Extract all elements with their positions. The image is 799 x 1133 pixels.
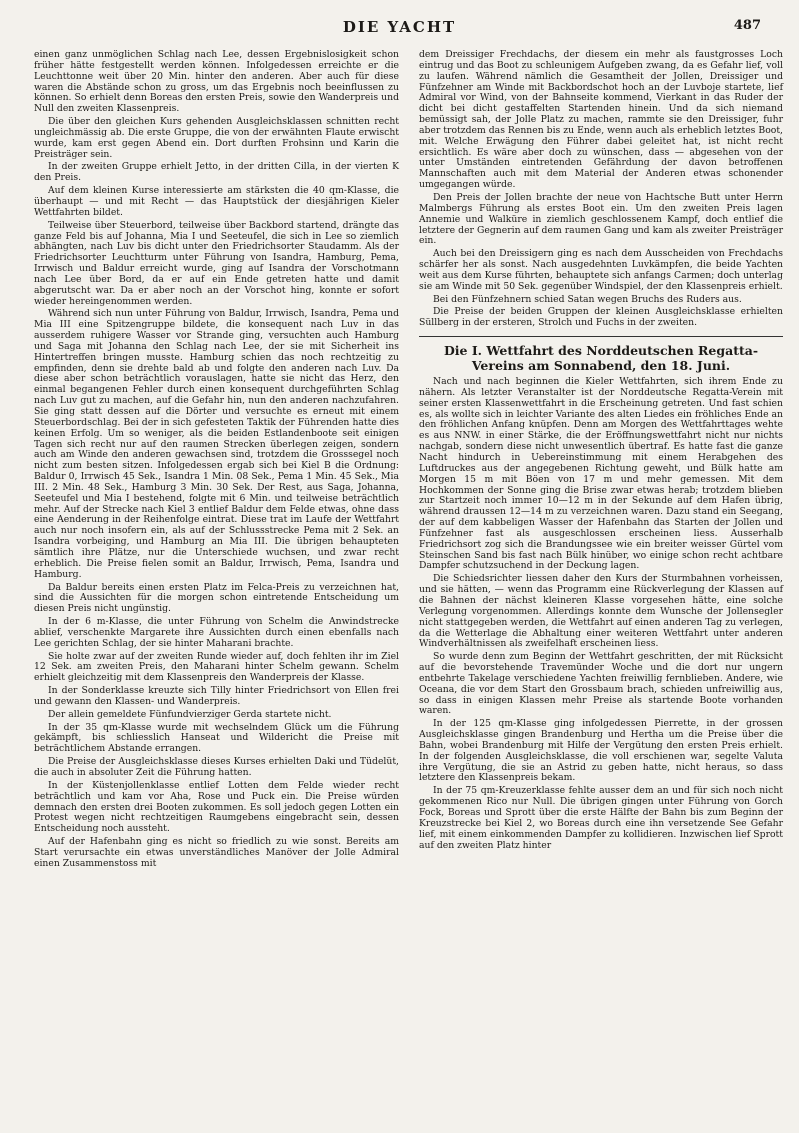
page-header <box>0 18 799 42</box>
paragraph: In der 6 m-Klasse, die unter Führung von Schelm die Anwindstrecke ablief, verschenkte Margarete ihre Aussichten durch einen ebenfalls nach Lee gerichten Schlag, der sie hinter Maharani brachte. <box>34 616 399 649</box>
paragraph: Nach und nach beginnen die Kieler Wettfahrten, sich ihrem Ende zu nähern. Als letzter Veranstalter ist der Norddeutsche Regatta-Verein mit seiner ersten Klassenwettfahrt in die Erscheinung getreten. Und fast schien es, als wollte sich in leichter Variante des alten Liedes ein fröhliches Ende an den fröhlichen Anfang knüpfen. Denn am Morgen des Wettfahrttages wehte es aus NNW. in einer Stärke, die der Eröffnungswettfahrt nicht nur nichts nachgab, sondern diese nicht unwesentlich übertraf. Es hatte fast die ganze Nacht hindurch in Uebereinstimmung mit einem Herabgehen des Luftdruckes aus der angegebenen Richtung geweht, und Bülk hatte am Morgen 15 m mit Böen von 17 m und mehr gemessen. Mit dem Hochkommen der Sonne ging die Brise zwar etwas herab; trotzdem blieben zur Startzeit noch immer 10—12 m in der Sekunde auf dem Hafen übrig, während draussen 12—14 m zu verzeichnen waren. Dazu stand ein Seegang, der auf dem kabbeligen Wasser der Hafenbahn das Starten der Jollen und Fünfzehner fast als ausgeschlossen erscheinen liess. Ausserhalb Friedrichsort zog sich die Brandungssee wie ein breiter weisser Gürtel vom Steinschen Sand bis fast nach Bülk hinüber, wo einige schon recht achtbare Dampfer schutzsuchend in der Deckung lagen. <box>419 376 783 572</box>
right-column-bottom <box>419 377 783 851</box>
paragraph: In der 125 qm-Klasse ging infolgedessen Pierrette, in der grossen Ausgleichsklasse gingen Brandenburg und Hertha um die Preise über die Bahn, wobei Brandenburg mit Hilfe der Vergütung den ersten Preis erhielt. In der folgenden Ausgleichsklasse, die voll erschienen war, segelte Valuta ihre Vergütung, die sie an Astrid zu geben hatte, nicht heraus, so dass letztere den Klassenpreis bekam. <box>419 718 783 784</box>
paragraph: Die Preise der beiden Gruppen der kleinen Ausgleichsklasse erhielten Süllberg in der ersteren, Strolch und Fuchs in der zweiten. <box>419 306 783 329</box>
paragraph: Bei den Fünfzehnern schied Satan wegen Bruchs des Ruders aus. <box>433 293 742 305</box>
paragraph: In der zweiten Gruppe erhielt Jetto, in der dritten Cilla, in der vierten K den Preis. <box>34 161 399 184</box>
paragraph: Auf dem kleinen Kurse interessierte am stärksten die 40 qm-Klasse, die überhaupt — und mit Recht — das Hauptstück der diesjährigen Kieler Wettfahrten bildet. <box>34 185 399 218</box>
paragraph: In der 35 qm-Klasse wurde mit wechselndem Glück um die Führung gekämpft, bis schliesslich Hanseat und Wildericht die Preise mit beträchtlichem Abstande errangen. <box>34 721 399 755</box>
paragraph: So wurde denn zum Beginn der Wettfahrt geschritten, der mit Rücksicht auf die bevorstehende Travemünder Woche und die dort nur ungern entbehrte Takelage verschiedene Yachten freiwillig fernblieben. Andere, wie Oceana, die vor dem Start den Grossbaum brach, schieden unfreiwillig aus, so dass in einigen Klassen mehr Preise als startende Boote vorhanden waren. <box>419 651 783 717</box>
paragraph: In der Küstenjollenklasse entlief Lotten dem Felde wieder recht beträchtlich und kam vor Aha, Rose und Puck ein. Die Preise würden demnach den ersten drei Booten zukommen. Es soll jedoch gegen Lotten ein Protest wegen nicht rechtzeitigen Raumgebens eingebracht sein, dessen Entscheidung noch aussteht. <box>34 779 399 835</box>
paragraph: Sie holte zwar auf der zweiten Runde wieder auf, doch fehlten ihr im Ziel 12 Sek. am zweiten Preis, den Maharani hinter Schelm gewann. Schelm erhielt gleichzeitig mit dem Klassenpreis den Wanderpreis der Klasse. <box>34 650 399 684</box>
paragraph: Während sich nun unter Führung von Baldur, Irrwisch, Isandra, Pema und Mia III eine Spitzengruppe bildete, die konsequent nach Luv in das ausserdem ruhigere Wasser vor Strande ging, versuchten auch Hamburg und Saga mit Johanna den Schlag nach Lee, der sie mit Sicherheit ins Hintertreffen bringen musste. Hamburg schien das noch rechtzeitig zu empfinden, denn sie drehte bald ab und folgte den anderen nach Luv. Da diese aber schon beträchtlich vorauslagen, hatte sie nicht das Herz, den einmal begangenen Fehler durch einen konsequent durchgeführten Schlag nach Luv gut zu machen, auf die Gefahr hin, nun den anderen nachzufahren. Sie ging statt dessen auf die Dörter und versuchte es erneut mit einem Steuerbordschlag. Bei der in sich gefesteten Taktik der Führenden hatte dies keinen Erfolg. Um so weniger, als die beiden Estlandenboote seit einigen Tagen sich recht nur auf den raumen Strecken überlegen zeigen, sondern auch am Winde den anderen gewachsen sind, trotzdem die Grosssegel noch nicht zum besten sitzen. Infolgedessen ergab sich bei Kiel B die Ordnung: Baldur 0, Irrwisch 45 Sek., Isandra 1 Min. 08 Sek., Pema 1 Min. 45 Sek., Mia III. 2 Min. 48 Sek., Hamburg 3 Min. 30 Sek. Der Rest, aus Saga, Johanna, Seeteufel und Mia I bestehend, folgte mit 6 Min. und teilweise beträchtlich mehr. Auf der Strecke nach Kiel 3 entlief Baldur dem Felde etwas, ohne dass eine Aenderung in der Reihenfolge eintrat. Diese trat im Laufe der Wettfahrt auch nur noch insofern ein, als auf der Schlussstrecke Pema mit 2 Sek. an Isandra vorbeiging, und Hamburg an Mia III. Die übrigen behaupteten sämtlich ihre Plätze, nur die Unterschiede wuchsen, und zwar recht erheblich. Die Preise fielen somit an Baldur, Irrwisch, Pema, Isandra und Hamburg. <box>34 308 399 580</box>
page-number: 487 <box>733 18 761 33</box>
left-column <box>34 50 399 870</box>
journal-title: DIE YACHT <box>342 18 457 36</box>
paragraph: Die Schiedsrichter liessen daher den Kurs der Sturmbahnen vorheissen, und sie hätten, — wenn das Programm eine Rückverlegung der Klassen auf die Bahnen der nächst kleineren Klasse vorgesehen hätte, eine solche Verlegung vorgenommen. Allerdings konnte dem Wunsche der Jollensegler nicht stattgegeben werden, die Wettfahrt auf einen anderen Tag zu verlegen, da die Wetterlage die Abhaltung einer weiteren Wettfahrt unter anderen Windverhältnissen als zweifelhaft erscheinen liess. <box>419 573 783 650</box>
paragraph: Teilweise über Steuerbord, teilweise über Backbord startend, drängte das ganze Feld bis auf Johanna, Mia I und Seeteufel, die sich in Lee so ziemlich abhängten, nach Luv bis dicht unter den Friedrichsorter Staudamm. Als der Friedrichsorter Leuchtturm unter Führung von Isandra, Hamburg, Pema, Irrwisch und Baldur erreicht wurde, ging auf Isandra der Vorschotmann nach Lee über Bord, da er auf ein Ende getreten hatte und damit abgerutscht war. Da er aber noch an der Vorschot hing, konnte er sofort wieder hereingenommen werden. <box>34 219 399 307</box>
paragraph: In der 75 qm-Kreuzerklasse fehlte ausser dem an und für sich noch nicht gekommenen Rico nur Null. Die übrigen gingen unter Führung von Gorch Fock, Boreas und Sprott über die erste Hälfte der Bahn bis zum Beginn der Kreuzstrecke bei Kiel 2, wo Boreas durch eine ihn versetzende See Gefahr lief, mit einem einkommenden Dampfer zu kollidieren. Inzwischen lief Sprott auf den zweiten Platz hinter <box>419 785 783 851</box>
paragraph: Auch bei den Dreissigern ging es nach dem Ausscheiden von Frechdachs schärfer her als sonst. Nach ausgedehnten Luvkämpfen, die beide Yachten weit aus dem Kurse führten, behauptete sich anfangs Carmen; doch unterlag sie am Winde mit 50 Sek. gegenüber Windspiel, der den Klassenpreis erhielt. <box>419 248 783 292</box>
paragraph: Den Preis der Jollen brachte der neue von Hachtsche Butt unter Herrn Malmbergs Führung als erstes Boot ein. Um den zweiten Preis lagen Annemie und Walküre in ziemlich geschlossenem Kampf, doch entlief die letztere der Gegnerin auf dem raumen Gang und kam als zweiter Preisträger ein. <box>419 191 783 247</box>
right-column <box>419 50 783 851</box>
paragraph: Auf der Hafenbahn ging es nicht so friedlich zu wie sonst. Bereits am Start verursachte ein etwas unverständliches Manöver der Jolle Admiral einen Zusammenstoss mit <box>34 836 399 869</box>
paragraph: Die über den gleichen Kurs gehenden Ausgleichsklassen schnitten recht ungleichmässig ab. Die erste Gruppe, die von der erwähnten Flaute erwischt wurde, kam erst gegen Abend ein. Dort durften Frohsinn und Karin die Preisträger sein. <box>34 116 399 160</box>
right-column-top <box>419 50 783 329</box>
paragraph: Da Baldur bereits einen ersten Platz im Felca-Preis zu verzeichnen hat, sind die Aussichten für die morgen schon eintretende Entscheidung um diesen Preis nicht ungünstig. <box>34 581 399 615</box>
paragraph: einen ganz unmöglichen Schlag nach Lee, dessen Ergebnislosigkeit schon früher hätte festgestellt werden können. Infolgedessen erreichte er die Leuchttonne weit über 20 Min. hinter den anderen. Aber auch für diese waren die Abstände schon zu gross, um das Ergebnis noch beeinflussen zu können. So erhielt denn Boreas den ersten Preis, sowie den Wanderpreis und Null den zweiten Klassenpreis. <box>34 49 399 115</box>
section-rule <box>419 336 783 337</box>
paragraph: dem Dreissiger Frechdachs, der diesem ein mehr als faustgrosses Loch eintrug und das Boot zu schleunigem Aufgeben zwang, da es Gefahr lief, voll zu laufen. Während nämlich die Gesamtheit der Jollen, Dreissiger und Fünfzehner am Winde mit Backbordschot hoch an der Luvboje startete, lief Admiral vor Wind, von der Bahnseite kommend, Vierkant in das Ruder der dicht bei dicht gestaffelten Startenden hinein. Und da sich niemand bemüssigt sah, der Jolle Platz zu machen, rammte sie den Dreissiger, fuhr aber trotzdem das Rennen bis zu Ende, wenn auch als erheblich letztes Boot, mit. Welche Erwägung den Führer dabei geleitet hat, ist nicht recht ersichtlich. Es wäre aber doch zu wünschen, dass — abgesehen von der unter Umständen eintretenden Gefährdung der davon betroffenen Mannschaften auch mit dem Material der Anderen etwas schonender umgegangen würde. <box>419 49 783 191</box>
paragraph: In der Sonderklasse kreuzte sich Tilly hinter Friedrichsort von Ellen frei und gewann den Klassen- und Wanderpreis. <box>34 685 399 707</box>
paragraph: Die Preise der Ausgleichsklasse dieses Kurses erhielten Daki und Tüdelüt, die auch in absoluter Zeit die Führung hatten. <box>34 756 399 778</box>
section-title: Die I. Wettfahrt des Norddeutschen Regatta-Vereins am Sonnabend, den 18. Juni. <box>443 343 759 374</box>
paragraph: Der allein gemeldete Fünfundvierziger Gerda startete nicht. <box>48 708 332 720</box>
